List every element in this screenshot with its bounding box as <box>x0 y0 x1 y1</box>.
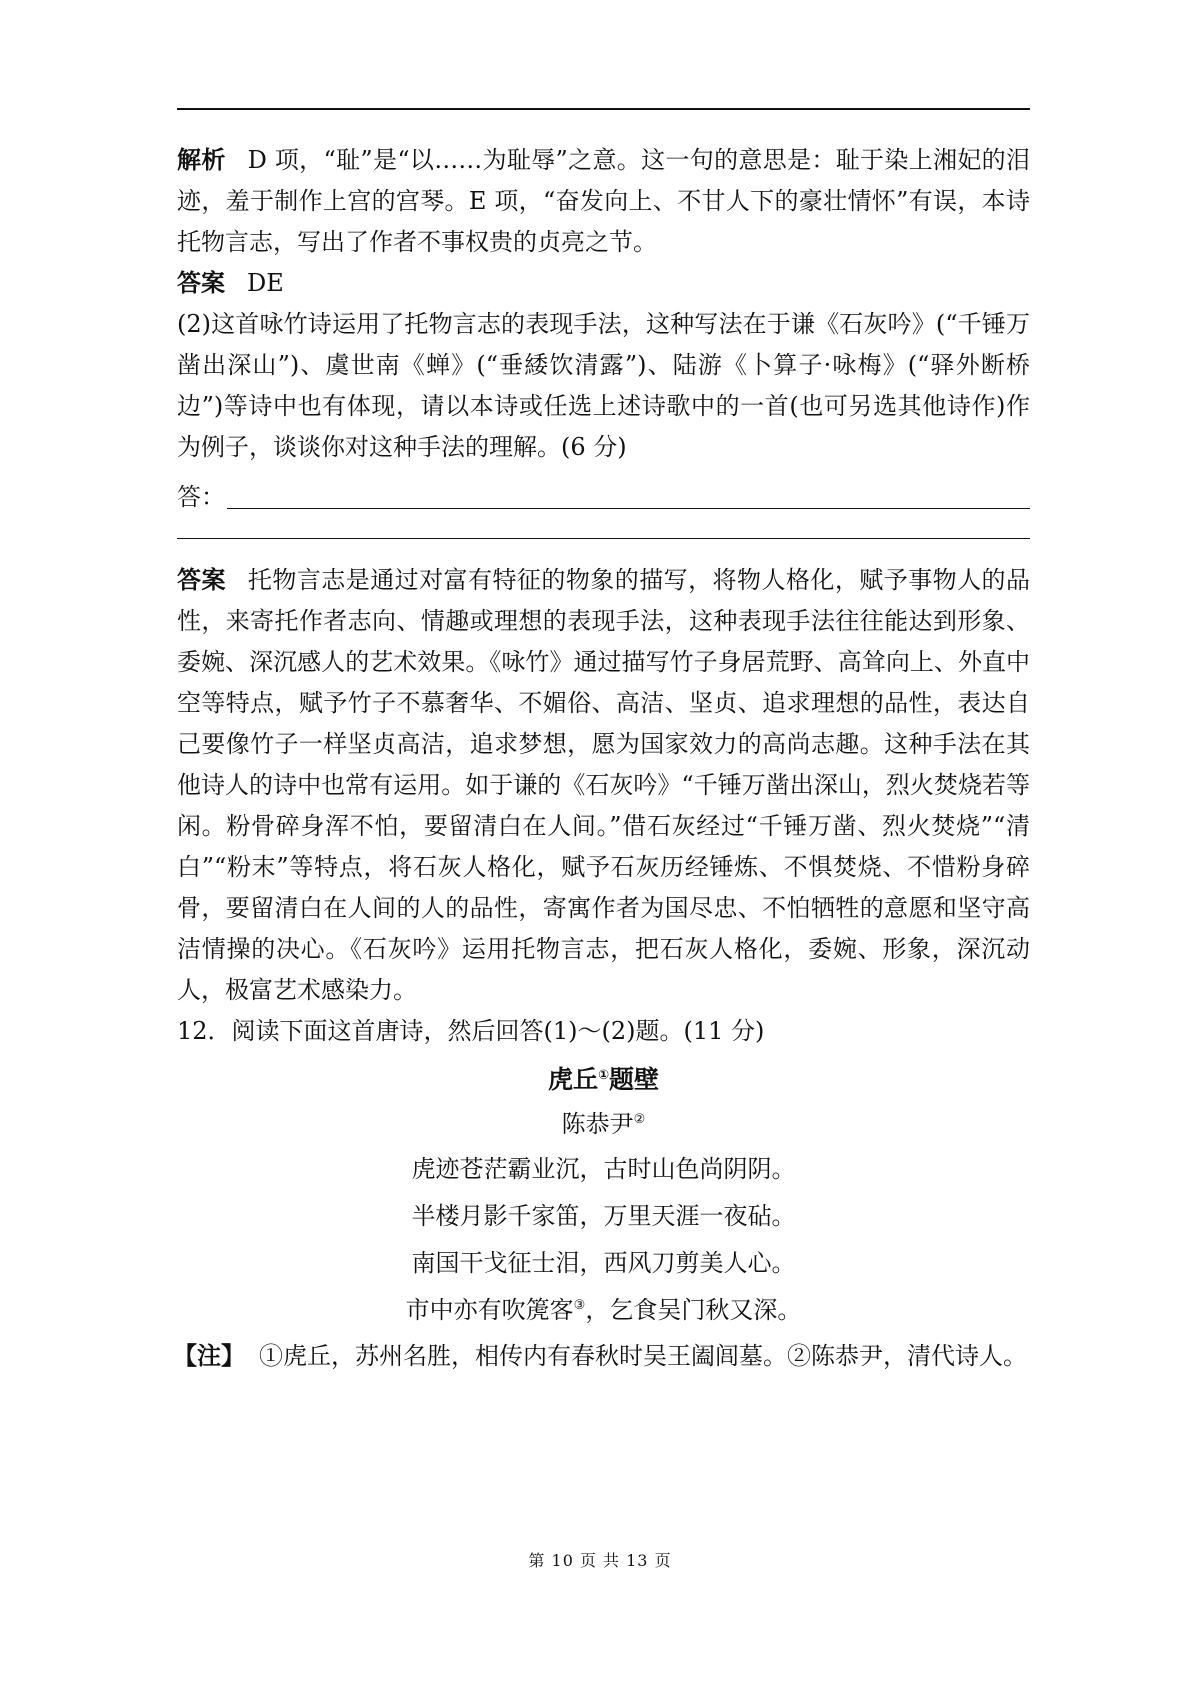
answer-2-text: 托物言志是通过对富有特征的物象的描写，将物人格化，赋予事物人的品性，来寄托作者志向、情趣或理想的表现手法，这种表现手法往往能达到形象、委婉、深沉感人的艺术效果。《咏竹》通过描写竹子身居荒野、高耸向上、外直中空等特点，赋予竹子不慕奢华、不媚俗、高洁、坚贞、追求理想的品性，表达自己要像竹子一样坚贞高洁，追求梦想，愿为国家效力的高尚志趣。这种手法在其他诗人的诗中也常有运用。如于谦的《石灰吟》“千锤万凿出深山，烈火焚烧若等闲。粉骨碎身浑不怕，要留清白在人间。”借石灰经过“千锤万凿、烈火焚烧”“清白”“粉末”等特点，将石灰人格化，赋予石灰历经锤炼、不惧焚烧、不惜粉身碎骨，要留清白在人间的人的品性，寄寓作者为国尽忠、不怕牺牲的意愿和坚守高洁情操的决心。《石灰吟》运用托物言志，把石灰人格化，委婉、形象，深沉动人，极富艺术感染力。 <box>177 566 1031 1004</box>
question-2-text: (2)这首咏竹诗运用了托物言志的表现手法，这种写法在于谦《石灰吟》(“千锤万凿出深山”)、虞世南《蝉》(“垂緌饮清露”)、陆游《卜算子·咏梅》(“驿外断桥边”)等诗中也有体现，请以本诗或任选上述诗歌中的一首(也可另选其他诗作)作为例子，谈谈你对这种手法的理解。(6 分) <box>177 310 1030 461</box>
analysis-paragraph <box>177 140 1030 263</box>
poem-line: 南国干戈征士泪，西风刀剪美人心。 <box>411 1249 796 1277</box>
answer-prompt: 答： <box>177 483 225 511</box>
question-12-text: 12．阅读下面这首唐诗，然后回答(1)～(2)题。(11 分) <box>177 1017 765 1045</box>
poem-author-note-mark: ② <box>633 1112 646 1127</box>
answer-2-label: 答案 <box>177 566 226 594</box>
answer-underline <box>227 508 1030 509</box>
poem-line-4-a: 市中亦有吹箎客 <box>405 1296 574 1324</box>
poem-line-note-mark: ③ <box>573 1298 586 1313</box>
answer-blank-line-1 <box>177 477 1030 518</box>
header-rule <box>177 108 1030 110</box>
answer-1-label: 答案 <box>177 269 225 297</box>
poem-line-4-b: ，乞食吴门秋又深。 <box>585 1296 802 1324</box>
poem-author <box>177 1102 1030 1146</box>
poem-line <box>177 1287 1030 1334</box>
answer-1-paragraph <box>177 263 1030 304</box>
note-label: 【注】 <box>173 1342 245 1370</box>
page-content <box>173 140 1031 1377</box>
page-footer: 第 10 页 共 13 页 <box>528 1551 672 1570</box>
poem-author-name: 陈恭尹 <box>561 1110 634 1138</box>
analysis-text: D 项，“耻”是“以……为耻辱”之意。这一句的意思是：耻于染上湘妃的泪迹，羞于制作上宫的宫琴。E 项，“奋发向上、不甘人下的豪壮情怀”有误，本诗托物言志，写出了作者不事权贵的贞亮之节。 <box>177 146 1031 256</box>
poem-title-note-mark: ① <box>597 1068 609 1083</box>
poem-title-rest: 题壁 <box>609 1065 660 1094</box>
poem-title-main: 虎丘 <box>547 1065 598 1094</box>
note-text: ①虎丘，苏州名胜，相传内有春秋时吴王阖闾墓。②陈恭尹，清代诗人。 <box>259 1342 1027 1370</box>
answer-blank-line-2 <box>177 538 1030 539</box>
answer-2-paragraph <box>177 560 1030 1011</box>
answer-1-text: DE <box>247 269 284 297</box>
note-paragraph <box>173 1336 1030 1377</box>
analysis-label: 解析 <box>177 146 226 174</box>
poem <box>177 1058 1030 1334</box>
poem-line: 虎迹苍茫霸业沉，古时山色尚阴阴。 <box>411 1155 796 1183</box>
poem-line: 半楼月影千家笛，万里天涯一夜砧。 <box>411 1202 796 1230</box>
poem-title <box>177 1058 1030 1102</box>
